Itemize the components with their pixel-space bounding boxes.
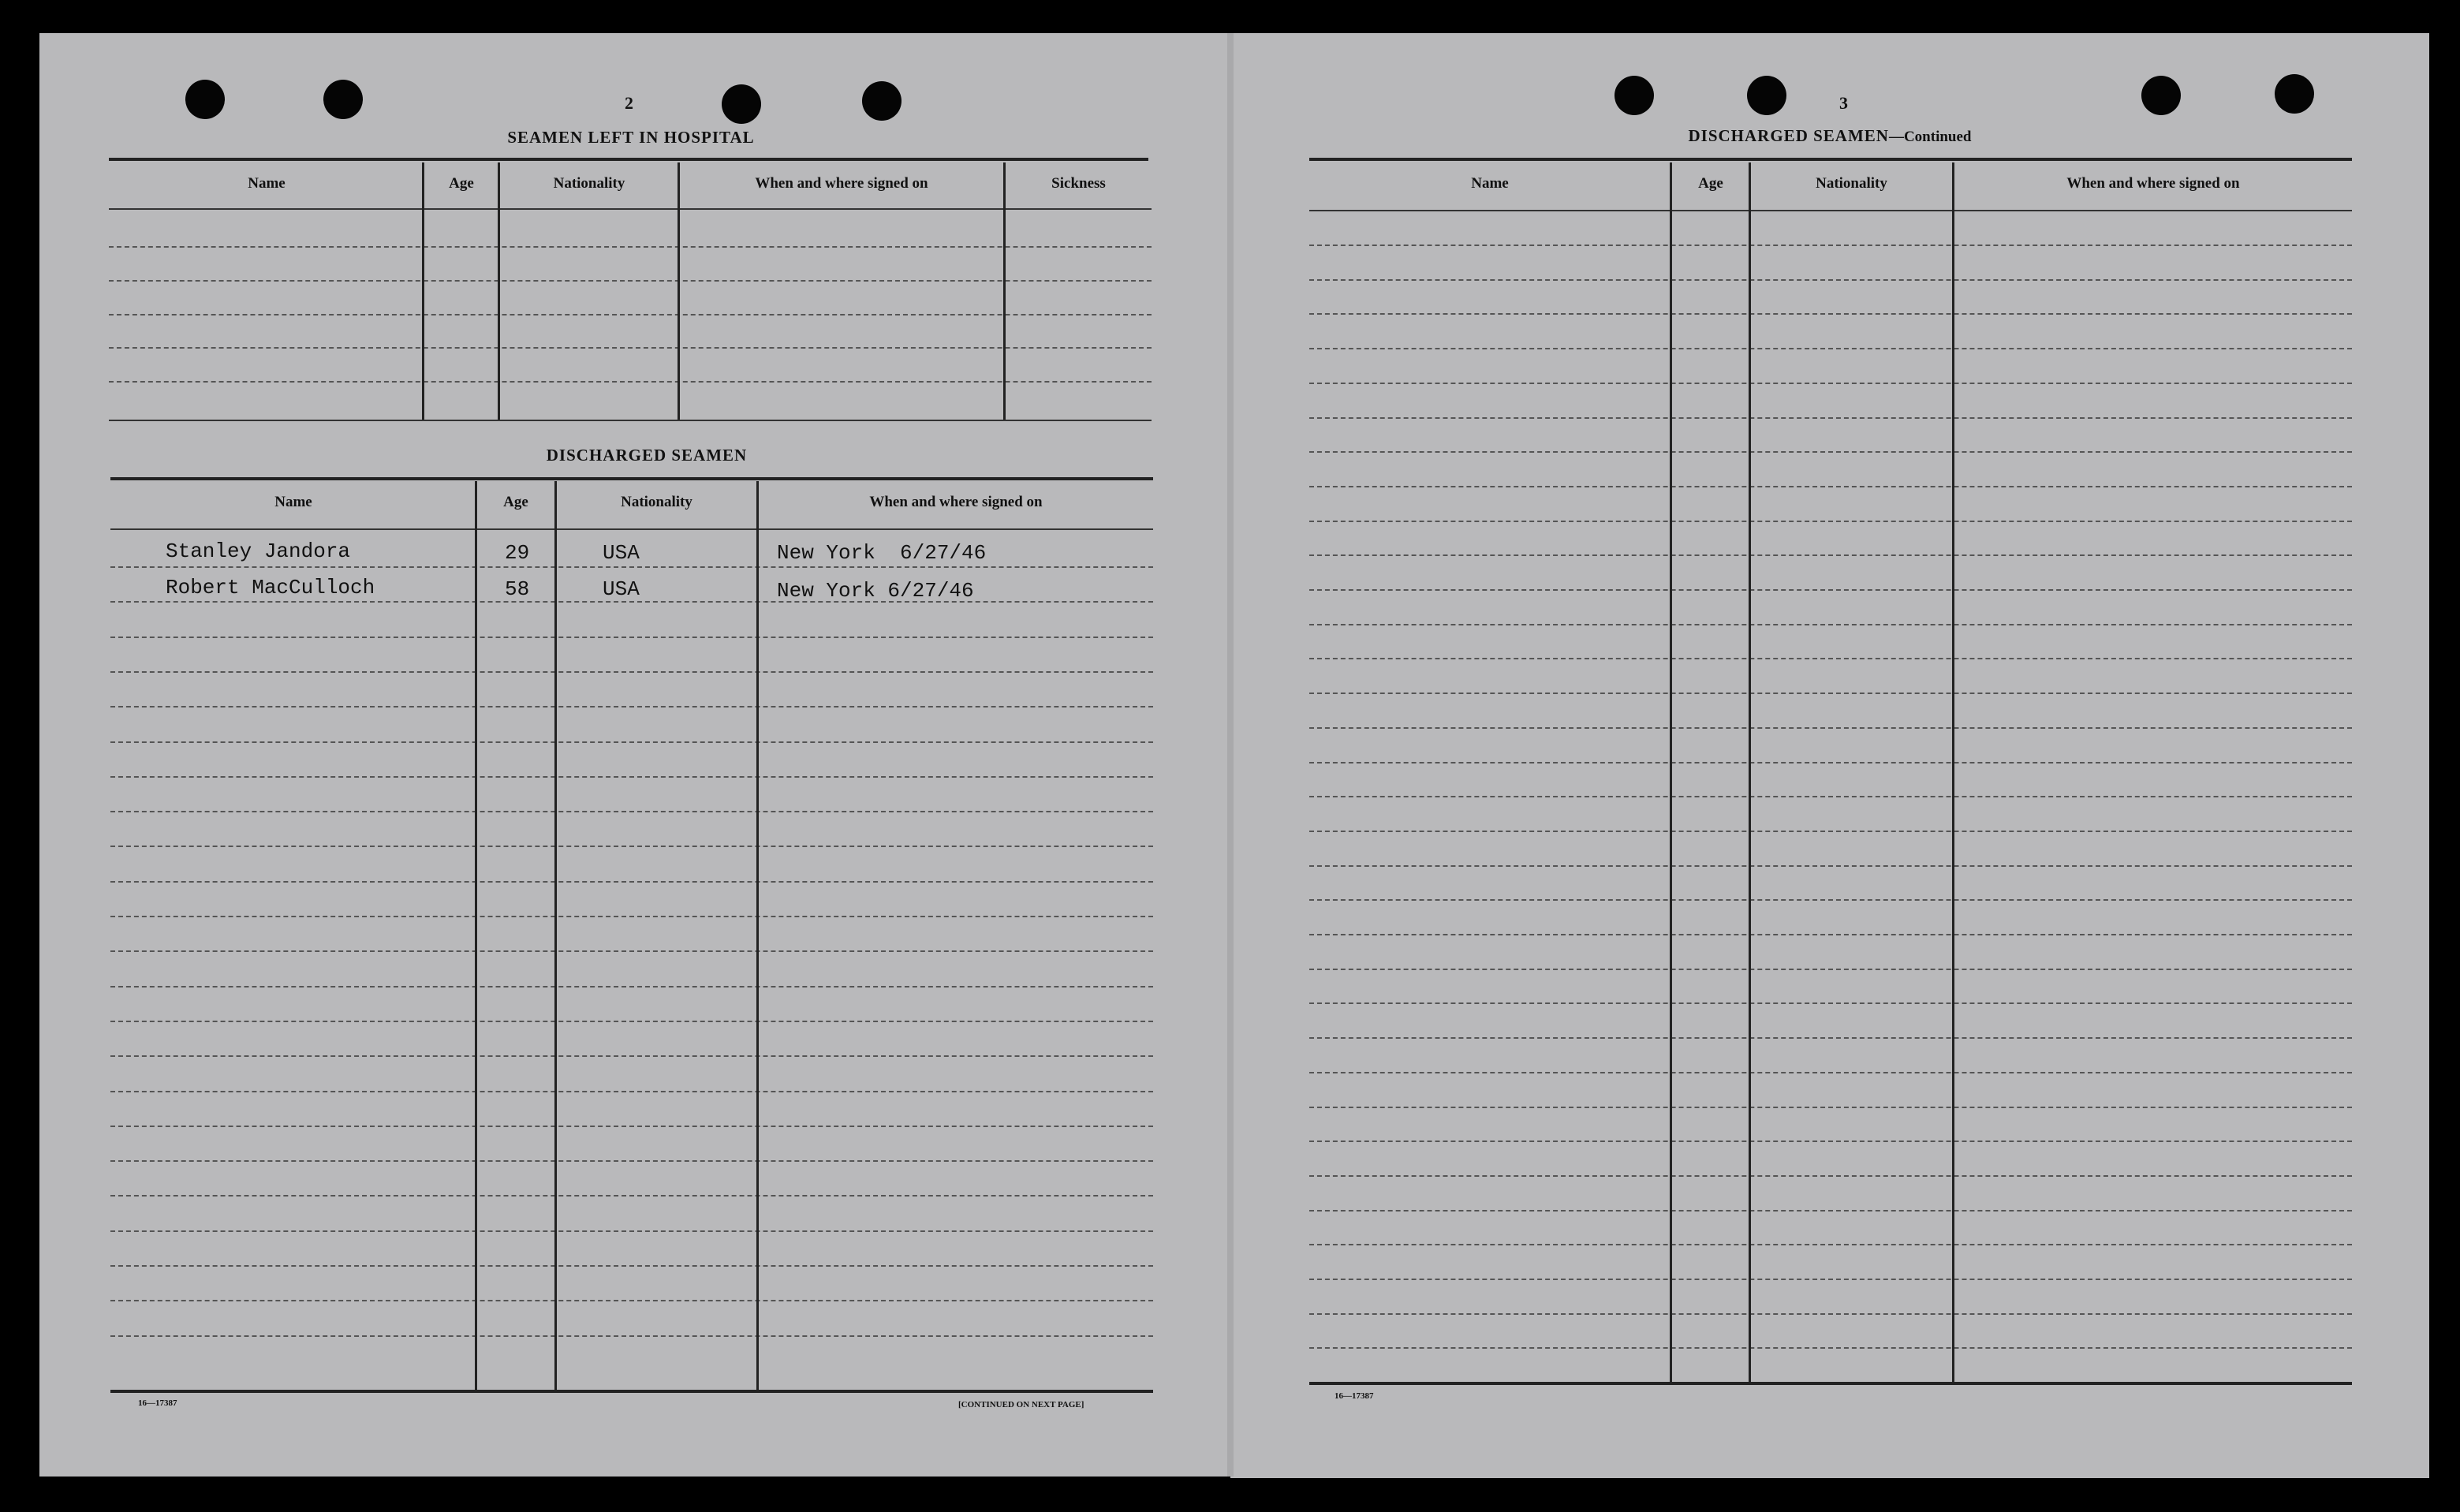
row-line xyxy=(110,1195,1153,1197)
row-line xyxy=(1309,1037,2352,1039)
discharged-signed-on: New York 6/27/46 xyxy=(777,579,974,603)
row-line xyxy=(1309,1175,2352,1177)
hospital-col-divider xyxy=(678,162,680,420)
row-line xyxy=(1309,1279,2352,1280)
discharged-bottom-rule xyxy=(110,1390,1153,1393)
row-line xyxy=(110,1300,1153,1301)
continued-section-title xyxy=(1601,126,2059,146)
hospital-col-age: Age xyxy=(449,175,474,192)
row-line xyxy=(1309,831,2352,832)
row-line xyxy=(110,1126,1153,1127)
continued-col-name: Name xyxy=(1471,175,1509,192)
discharged-age: 58 xyxy=(505,577,530,601)
hospital-top-rule xyxy=(109,158,1148,161)
continued-col-divider xyxy=(1670,162,1672,1382)
row-line xyxy=(110,1265,1153,1267)
row-line xyxy=(1309,899,2352,901)
continued-note: [CONTINUED ON NEXT PAGE] xyxy=(958,1400,1084,1409)
row-line xyxy=(1309,796,2352,797)
hospital-row-line xyxy=(109,381,1152,383)
row-line xyxy=(1309,383,2352,384)
row-line xyxy=(110,671,1153,673)
discharged-top-rule xyxy=(110,477,1153,480)
hospital-row-line xyxy=(109,347,1152,349)
row-line xyxy=(1309,658,2352,659)
row-line xyxy=(110,950,1153,952)
punch-hole xyxy=(1614,76,1654,115)
punch-hole xyxy=(722,84,761,124)
continued-header-rule xyxy=(1309,210,2352,211)
row-line xyxy=(1309,1072,2352,1073)
hospital-col-sickness: Sickness xyxy=(1051,175,1106,192)
form-number: 16—17387 xyxy=(1335,1391,1374,1401)
row-line xyxy=(1309,1347,2352,1349)
row-line xyxy=(110,1021,1153,1022)
row-line xyxy=(1309,245,2352,246)
row-line xyxy=(1309,762,2352,763)
row-line xyxy=(110,566,1153,568)
hospital-row-line xyxy=(109,314,1152,315)
discharged-col-nationality: Nationality xyxy=(621,494,692,510)
row-line xyxy=(110,986,1153,987)
row-line xyxy=(1309,1107,2352,1108)
hospital-bottom-rule xyxy=(109,420,1152,421)
discharged-name: Robert MacCulloch xyxy=(166,576,375,599)
page-number: 3 xyxy=(1839,93,1848,113)
row-line xyxy=(1309,693,2352,694)
row-line xyxy=(1309,727,2352,729)
hospital-col-signed-on: When and where signed on xyxy=(755,175,928,192)
hospital-col-name: Name xyxy=(248,175,286,192)
hospital-col-divider xyxy=(422,162,424,420)
continued-title-suffix: —Continued xyxy=(1888,129,1972,145)
discharged-col-signed-on: When and where signed on xyxy=(869,494,1043,510)
discharged-section-title: DISCHARGED SEAMEN xyxy=(546,446,748,465)
row-line xyxy=(110,741,1153,743)
row-line xyxy=(1309,589,2352,591)
row-line xyxy=(1309,934,2352,935)
discharged-age: 29 xyxy=(505,541,530,565)
form-number: 16—17387 xyxy=(138,1398,177,1408)
continued-col-signed-on: When and where signed on xyxy=(2066,175,2240,192)
row-line xyxy=(110,846,1153,847)
row-line xyxy=(1309,1002,2352,1004)
row-line xyxy=(110,1335,1153,1337)
continued-bottom-rule xyxy=(1309,1382,2352,1385)
hospital-col-divider xyxy=(1003,162,1006,420)
row-line xyxy=(1309,1141,2352,1142)
discharged-col-divider xyxy=(756,481,759,1390)
row-line xyxy=(110,637,1153,638)
page-number: 2 xyxy=(625,93,633,113)
continued-col-divider xyxy=(1749,162,1751,1382)
row-line xyxy=(1309,865,2352,867)
row-line xyxy=(1309,1244,2352,1245)
row-line xyxy=(110,811,1153,812)
hospital-row-line xyxy=(109,280,1152,282)
punch-hole xyxy=(323,80,363,119)
row-line xyxy=(1309,486,2352,487)
hospital-col-nationality: Nationality xyxy=(553,175,625,192)
row-line xyxy=(1309,521,2352,522)
discharged-col-divider xyxy=(554,481,557,1390)
discharged-name: Stanley Jandora xyxy=(166,539,351,563)
right-page xyxy=(1230,33,2429,1478)
continued-col-divider xyxy=(1952,162,1954,1382)
discharged-nationality: USA xyxy=(603,577,640,601)
row-line xyxy=(1309,348,2352,349)
row-line xyxy=(110,706,1153,707)
continued-title-main: DISCHARGED SEAMEN xyxy=(1688,126,1889,145)
hospital-section-title: SEAMEN LEFT IN HOSPITAL xyxy=(507,128,755,147)
punch-hole xyxy=(185,80,225,119)
row-line xyxy=(110,1055,1153,1057)
punch-hole xyxy=(862,81,902,121)
row-line xyxy=(1309,624,2352,625)
discharged-col-name: Name xyxy=(274,494,312,510)
punch-hole xyxy=(2275,74,2314,114)
punch-hole xyxy=(1747,76,1786,115)
row-line xyxy=(1309,451,2352,453)
punch-hole xyxy=(2141,76,2181,115)
continued-col-age: Age xyxy=(1698,175,1723,192)
discharged-signed-on: New York 6/27/46 xyxy=(777,541,987,565)
row-line xyxy=(1309,417,2352,419)
row-line xyxy=(110,776,1153,778)
hospital-col-divider xyxy=(498,162,500,420)
row-line xyxy=(110,1091,1153,1092)
page-gutter xyxy=(1227,33,1234,1477)
continued-top-rule xyxy=(1309,158,2352,161)
row-line xyxy=(1309,1210,2352,1211)
row-line xyxy=(110,1230,1153,1232)
discharged-header-rule xyxy=(110,528,1153,530)
row-line xyxy=(1309,313,2352,315)
row-line xyxy=(110,881,1153,883)
row-line xyxy=(1309,969,2352,970)
row-line xyxy=(1309,1313,2352,1315)
row-line xyxy=(110,916,1153,917)
discharged-col-age: Age xyxy=(503,494,528,510)
discharged-col-divider xyxy=(475,481,477,1390)
discharged-nationality: USA xyxy=(603,541,640,565)
continued-col-nationality: Nationality xyxy=(1816,175,1887,192)
row-line xyxy=(1309,554,2352,556)
hospital-header-rule xyxy=(109,208,1152,210)
hospital-row-line xyxy=(109,246,1152,248)
row-line xyxy=(110,1160,1153,1162)
row-line xyxy=(1309,279,2352,281)
left-page xyxy=(39,33,1230,1477)
row-line xyxy=(110,601,1153,603)
